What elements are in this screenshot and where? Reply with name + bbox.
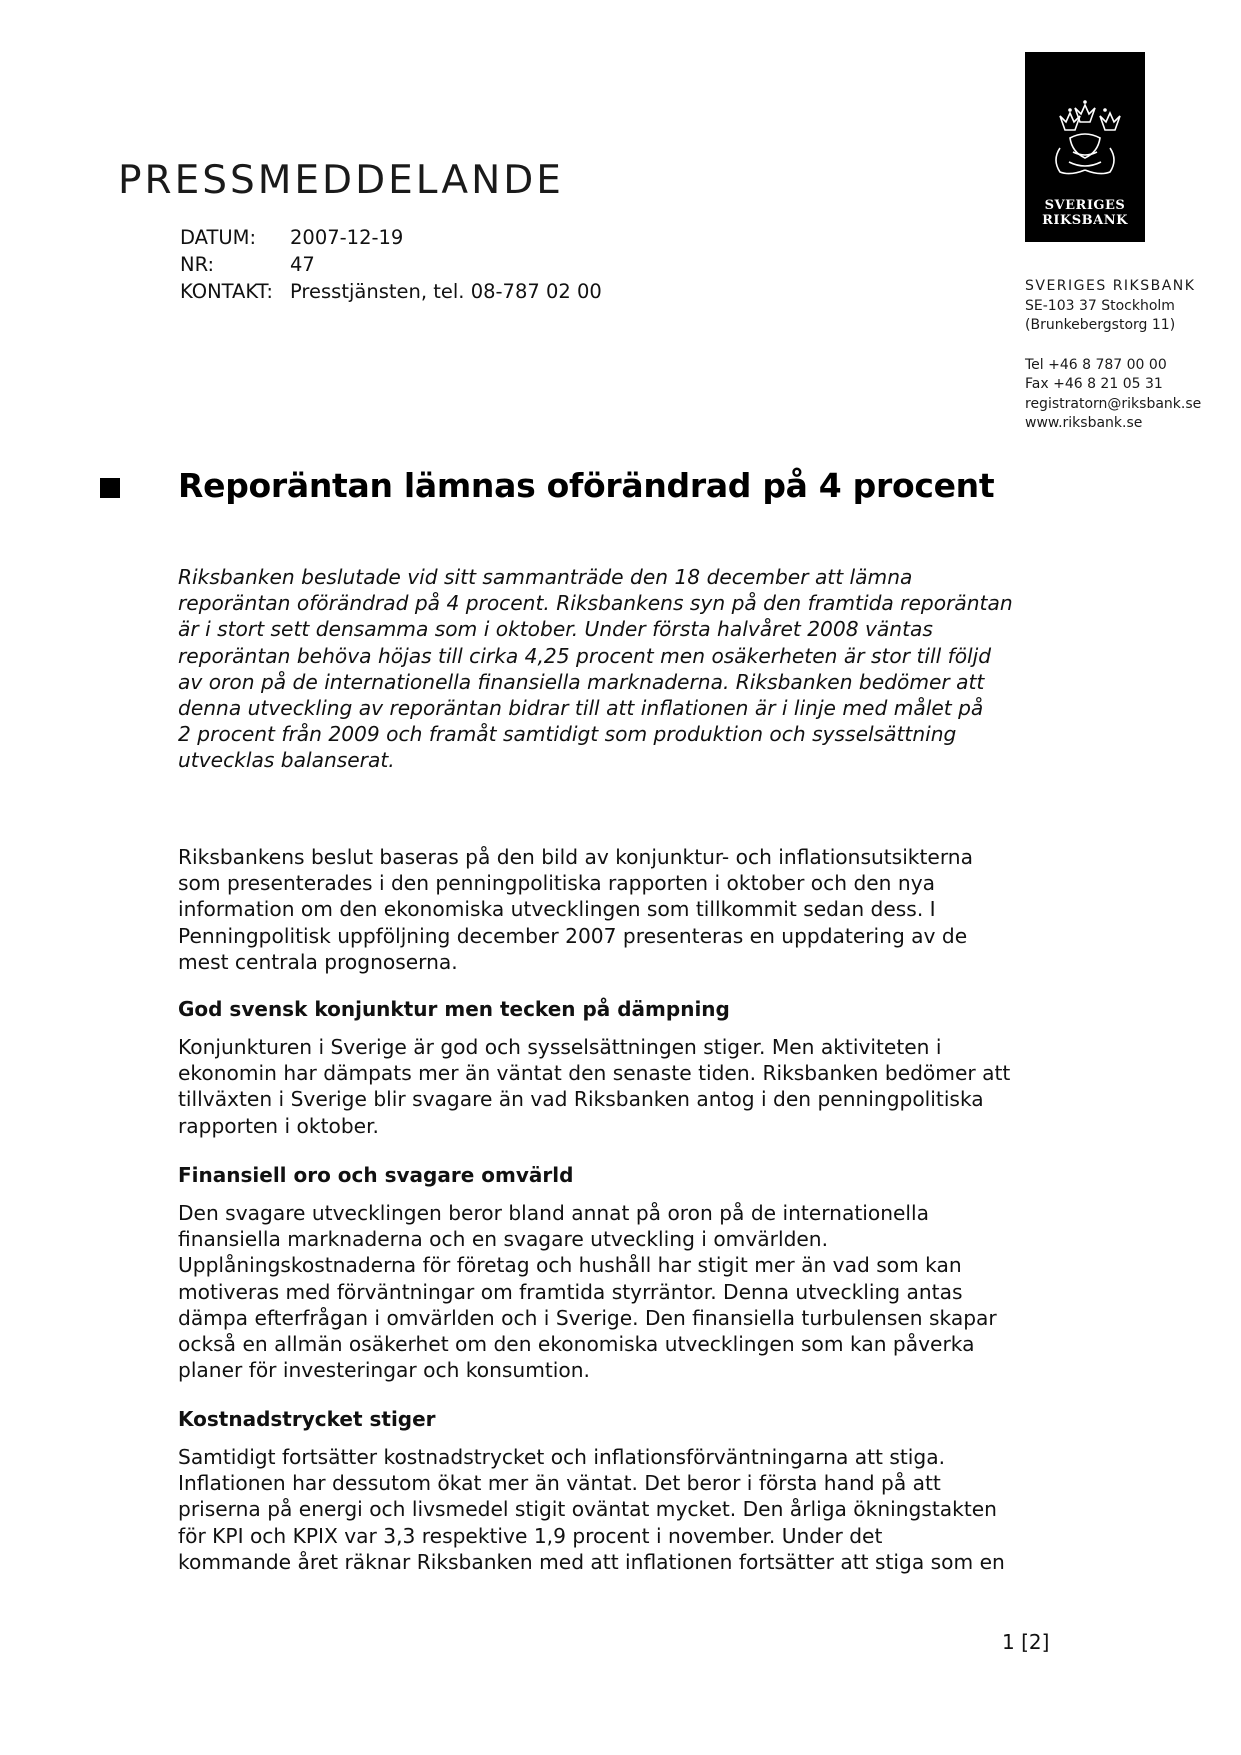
- intro-line: är i stort sett densamma som i oktober. Under första halvåret 2008 väntas: [178, 617, 933, 642]
- page-number: 1 [2]: [1002, 1630, 1050, 1654]
- paragraph-line: planer för investeringar och konsumtion.: [178, 1358, 590, 1383]
- paragraph-line: Konjunkturen i Sverige är god och sysselsättningen stiger. Men aktiviteten i: [178, 1035, 942, 1059]
- document-type-title: PRESSMEDDELANDE: [118, 158, 564, 203]
- headline-bullet-icon: [100, 478, 120, 498]
- paragraph-line: information om den ekonomiska utvecklingen som tillkommit sedan dess. I: [178, 897, 936, 922]
- intro-line: Riksbanken beslutade vid sitt sammanträde den 18 december att lämna: [178, 565, 913, 589]
- intro-line: utvecklas balanserat.: [178, 748, 395, 773]
- paragraph-line: rapporten i oktober.: [178, 1113, 379, 1138]
- document-meta: [180, 224, 602, 305]
- paragraph-line: ekonomin har dämpats mer än väntat den senaste tiden. Riksbanken bedömer att: [178, 1061, 1011, 1086]
- paragraph-line: Samtidigt fortsätter kostnadstrycket och inflationsförväntningarna att stiga.: [178, 1445, 946, 1469]
- section-heading: Kostnadstrycket stiger: [178, 1407, 436, 1431]
- paragraph-line: för KPI och KPIX var 3,3 respektive 1,9 procent i november. Under det: [178, 1523, 883, 1548]
- address-visit: (Brunkebergstorg 11): [1025, 317, 1176, 333]
- address-street: SE-103 37 Stockholm: [1025, 297, 1175, 314]
- section-body: [178, 1200, 997, 1383]
- paragraph-line: Inflationen har dessutom ökat mer än väntat. Det beror i första hand på att: [178, 1471, 941, 1496]
- crowns-emblem-icon: [1025, 52, 1145, 182]
- meta-date-value: 2007-12-19: [290, 226, 404, 249]
- section-body: [178, 1444, 1005, 1575]
- address-fax: Fax +46 8 21 05 31: [1025, 376, 1163, 392]
- paragraph-line: priserna på energi och livsmedel stigit oväntat mycket. Den årliga ökningstakten: [178, 1497, 997, 1522]
- intro-paragraph: [178, 564, 1013, 774]
- address-tel: Tel +46 8 787 00 00: [1025, 356, 1167, 373]
- meta-number-row: [180, 251, 602, 278]
- intro-line: denna utveckling av reporäntan bidrar till att inflationen är i linje med målet på: [178, 696, 984, 721]
- meta-contact-value: Presstjänsten, tel. 08-787 02 00: [290, 280, 602, 303]
- paragraph-line: finansiella marknaderna och en svagare utveckling i omvärlden.: [178, 1227, 829, 1252]
- riksbank-logo: [1025, 52, 1145, 242]
- meta-contact-row: [180, 278, 602, 305]
- paragraph-line: Upplåningskostnaderna för företag och hushåll har stigit mer än vad som kan: [178, 1253, 962, 1278]
- address-org: SVERIGES RIKSBANK: [1025, 278, 1196, 294]
- paragraph-line: Riksbankens beslut baseras på den bild av konjunktur- och inflationsutsikterna: [178, 845, 973, 869]
- paragraph-line: Den svagare utvecklingen beror bland annat på oron på de internationella: [178, 1201, 930, 1225]
- meta-date-row: [180, 224, 602, 251]
- section-heading: Finansiell oro och svagare omvärld: [178, 1163, 574, 1187]
- meta-contact-label: KONTAKT:: [180, 280, 274, 303]
- intro-line: av oron på de internationella finansiella marknaderna. Riksbanken bedömer att: [178, 669, 985, 694]
- paragraph-line: också en allmän osäkerhet om den ekonomiska utvecklingen som kan påverka: [178, 1332, 975, 1357]
- intro-line: 2 procent från 2009 och framåt samtidigt som produktion och sysselsättning: [178, 722, 957, 747]
- meta-date-label: DATUM:: [180, 226, 257, 249]
- address-email[interactable]: registratorn@riksbank.se: [1025, 395, 1202, 412]
- logo-line-sveriges: SVERIGES: [1044, 198, 1126, 213]
- paragraph-line: tillväxten i Sverige blir svagare än vad Riksbanken antog i den penningpolitiska: [178, 1087, 984, 1112]
- intro-line: reporäntan oförändrad på 4 procent. Riksbankens syn på den framtida reporäntan: [178, 591, 1013, 616]
- section-body: [178, 1034, 1011, 1139]
- meta-number-value: 47: [290, 253, 315, 276]
- address-web[interactable]: www.riksbank.se: [1025, 415, 1143, 431]
- contact-address-block: [1025, 277, 1201, 434]
- headline: Reporäntan lämnas oförändrad på 4 procent: [178, 466, 995, 505]
- paragraph-line: som presenterades i den penningpolitiska rapporten i oktober och den nya: [178, 871, 936, 896]
- logo-line-riksbank: RIKSBANK: [1042, 213, 1128, 228]
- intro-line: reporäntan behöva höjas till cirka 4,25 procent men osäkerheten är stor till följd: [178, 643, 992, 668]
- paragraph-line: mest centrala prognoserna.: [178, 949, 458, 974]
- section-heading: God svensk konjunktur men tecken på dämpning: [178, 997, 730, 1021]
- paragraph-line: motiveras med förväntningar om framtida styrräntor. Denna utveckling antas: [178, 1279, 963, 1304]
- meta-number-label: NR:: [180, 253, 215, 276]
- paragraph-line: dämpa efterfrågan i omvärlden och i Sverige. Den finansiella turbulensen skapar: [178, 1305, 997, 1330]
- paragraph-line: Penningpolitisk uppföljning december 2007 presenteras en uppdatering av de: [178, 923, 968, 948]
- body-paragraph-1: [178, 844, 973, 975]
- paragraph-line: kommande året räknar Riksbanken med att inflationen fortsätter att stiga som en: [178, 1549, 1005, 1574]
